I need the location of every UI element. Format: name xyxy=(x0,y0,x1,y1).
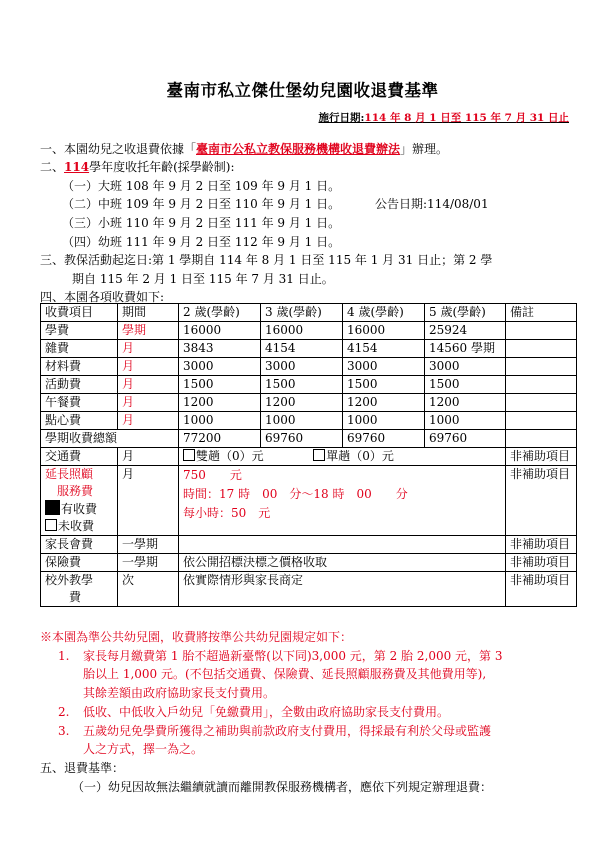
note-item-3-line-2: 人之方式，擇一為之。 xyxy=(83,742,204,756)
fee-item: 保險費 xyxy=(41,554,118,572)
note-item-1-num: 1. xyxy=(58,649,70,663)
section-3-line-1: 三、教保活動起迄日:第 1 學期自 114 年 8 月 1 日至 115 年 1 月 31 日止；第 2 學 xyxy=(40,253,493,267)
effective-date-label: 施行日期: xyxy=(318,112,365,124)
fee-desc xyxy=(179,536,506,554)
total-value: 69760 xyxy=(425,430,506,448)
fee-value: 3000 xyxy=(261,358,343,376)
section-1-law: 臺南市公私立教保服務機構收退費辦法 xyxy=(196,142,401,156)
note-item-3-line-1: 五歲幼兒免學費所獲得之補助與前款政府支付費用，得採最有利於父母或監護 xyxy=(83,724,492,738)
no-fee-label: 未收費 xyxy=(58,519,95,533)
total-label: 學期收費總額 xyxy=(41,430,179,448)
transport-options xyxy=(179,448,506,466)
fee-value: 3000 xyxy=(343,358,425,376)
section-1 xyxy=(40,141,448,157)
field-trip-item xyxy=(41,572,118,607)
field-trip-label-1: 校外教學 xyxy=(45,573,94,587)
extended-care-label-2: 服務費 xyxy=(57,484,94,498)
fee-period: 月 xyxy=(118,412,179,430)
fee-period: 學期 xyxy=(118,322,179,340)
fee-note: 非補助項目 xyxy=(506,536,577,554)
note-item-1-line-2: 胎以上 1,000 元。(不包括交通費、保險費、延長照顧服務費及其他費用等), xyxy=(83,667,487,681)
fee-value: 3843 xyxy=(179,340,261,358)
effective-date xyxy=(319,110,569,125)
fee-period: 月 xyxy=(118,466,179,536)
note-item-3-num: 3. xyxy=(58,724,70,738)
section-2-year: 114 xyxy=(64,160,90,174)
fee-value: 16000 xyxy=(343,322,425,340)
fee-note xyxy=(506,340,577,358)
table-header-row xyxy=(41,304,577,322)
fee-value: 1500 xyxy=(343,376,425,394)
fee-note xyxy=(506,358,577,376)
fee-value: 1000 xyxy=(425,412,506,430)
header-cell: 備註 xyxy=(506,304,577,322)
fee-value: 3000 xyxy=(179,358,261,376)
section-2-suffix: 學年度收托年齡(採學齡制): xyxy=(89,160,235,174)
table-row xyxy=(41,394,577,412)
fee-item: 材料費 xyxy=(41,358,118,376)
age-item-1: （一）大班 108 年 9 月 2 日至 109 年 9 月 1 日。 xyxy=(62,179,341,193)
fee-note: 非補助項目 xyxy=(506,572,577,607)
fee-period: 一學期 xyxy=(118,536,179,554)
fee-period: 月 xyxy=(118,358,179,376)
fee-value: 16000 xyxy=(179,322,261,340)
table-row-field-trip xyxy=(41,572,577,607)
note-item-1-line-3: 其餘差額由政府協助家長支付費用。 xyxy=(83,686,276,700)
extended-care-amount: 750 元 xyxy=(183,468,242,482)
extended-care-hourly: 每小時：50 元 xyxy=(183,506,271,520)
note-item-2-line-1: 低收、中低收入戶幼兒「免繳費用」，全數由政府協助家長支付費用。 xyxy=(83,705,450,719)
announce-date: 公告日期:114/08/01 xyxy=(375,197,489,211)
fee-value: 1200 xyxy=(179,394,261,412)
field-trip-label-2: 費 xyxy=(69,590,82,604)
fee-period: 月 xyxy=(118,448,179,466)
extended-care-item xyxy=(41,466,118,536)
header-cell: 2 歲(學齡) xyxy=(179,304,261,322)
fee-value: 1200 xyxy=(261,394,343,412)
header-cell: 收費項目 xyxy=(41,304,118,322)
fee-note: 非補助項目 xyxy=(506,554,577,572)
fee-period: 月 xyxy=(118,394,179,412)
section-3-line-2: 期自 115 年 2 月 1 日至 115 年 7 月 31 日止。 xyxy=(72,272,334,286)
no-fee-checkbox[interactable] xyxy=(45,519,57,531)
two-way-checkbox[interactable] xyxy=(183,449,195,461)
fee-value: 3000 xyxy=(425,358,506,376)
fee-item: 午餐費 xyxy=(41,394,118,412)
fee-value: 16000 xyxy=(261,322,343,340)
one-way-checkbox[interactable] xyxy=(313,449,325,461)
fee-note: 非補助項目 xyxy=(506,466,577,536)
fee-value: 4154 xyxy=(261,340,343,358)
header-cell: 3 歲(學齡) xyxy=(261,304,343,322)
table-row-parents-assoc xyxy=(41,536,577,554)
fee-note xyxy=(506,376,577,394)
header-cell: 期間 xyxy=(118,304,179,322)
table-row xyxy=(41,322,577,340)
fee-value: 1500 xyxy=(261,376,343,394)
fee-value: 1000 xyxy=(179,412,261,430)
fee-item: 雜費 xyxy=(41,340,118,358)
has-fee-label: 有收費 xyxy=(61,502,98,516)
fee-period: 次 xyxy=(118,572,179,607)
age-item-2: （二）中班 109 年 9 月 2 日至 110 年 9 月 1 日。 xyxy=(62,197,341,211)
table-row xyxy=(41,412,577,430)
fee-value: 1200 xyxy=(425,394,506,412)
extended-care-detail xyxy=(179,466,506,536)
table-row xyxy=(41,376,577,394)
fee-value: 14560 學期 xyxy=(425,340,506,358)
fee-note xyxy=(506,322,577,340)
section-5-item-1: （一）幼兒因故無法繼續就讀而離開教保服務機構者，應依下列規定辦理退費： xyxy=(72,780,493,794)
table-row-insurance xyxy=(41,554,577,572)
fee-note: 非補助項目 xyxy=(506,448,577,466)
two-way-label: 雙趟（0）元 xyxy=(196,449,264,463)
note-item-1-line-1: 家長每月繳費第 1 胎不超過新臺幣(以下同)3,000 元，第 2 胎 2,000 元，第 3 xyxy=(83,649,503,663)
header-cell: 5 歲(學齡) xyxy=(425,304,506,322)
fee-value: 1000 xyxy=(261,412,343,430)
fee-item: 點心費 xyxy=(41,412,118,430)
section-4-title: 四、本園各項收費如下: xyxy=(40,290,165,304)
table-row-transport xyxy=(41,448,577,466)
fee-value: 1500 xyxy=(425,376,506,394)
table-row-extended-care xyxy=(41,466,577,536)
age-item-4: （四）幼班 111 年 9 月 2 日至 112 年 9 月 1 日。 xyxy=(62,235,341,249)
fee-value: 4154 xyxy=(343,340,425,358)
total-value: 69760 xyxy=(343,430,425,448)
total-value: 77200 xyxy=(179,430,261,448)
section-1-prefix: 一、本園幼兒之收退費依據「 xyxy=(40,142,197,156)
public-kindergarten-note: ※本園為準公共幼兒園，收費將按準公共幼兒園規定如下： xyxy=(40,630,353,644)
fee-table xyxy=(40,303,577,607)
section-2-prefix: 二、 xyxy=(40,160,65,174)
table-row-total xyxy=(41,430,577,448)
header-cell: 4 歲(學齡) xyxy=(343,304,425,322)
one-way-label: 單趟（0）元 xyxy=(326,449,394,463)
extended-care-time: 時間：17 時 00 分～18 時 00 分 xyxy=(183,487,408,501)
fee-value: 25924 xyxy=(425,322,506,340)
fee-item: 家長會費 xyxy=(41,536,118,554)
fee-period: 月 xyxy=(118,376,179,394)
section-1-suffix: 」辦理。 xyxy=(400,142,449,156)
fee-note xyxy=(506,412,577,430)
fee-item: 活動費 xyxy=(41,376,118,394)
fee-period: 一學期 xyxy=(118,554,179,572)
note-item-2-num: 2. xyxy=(58,705,70,719)
fee-item: 學費 xyxy=(41,322,118,340)
fee-value: 1200 xyxy=(343,394,425,412)
fee-item: 交通費 xyxy=(41,448,118,466)
section-2-title xyxy=(40,159,235,175)
fee-value: 1500 xyxy=(179,376,261,394)
effective-date-value: 114 年 8 月 1 日至 115 年 7 月 31 日止 xyxy=(364,112,569,124)
age-item-3: （三）小班 110 年 9 月 2 日至 111 年 9 月 1 日。 xyxy=(62,216,341,230)
fee-period: 月 xyxy=(118,340,179,358)
fee-note xyxy=(506,394,577,412)
has-fee-checkbox[interactable] xyxy=(45,500,60,515)
section-5-title: 五、退費基準： xyxy=(40,761,125,775)
table-row xyxy=(41,340,577,358)
table-row xyxy=(41,358,577,376)
fee-desc: 依公開招標決標之價格收取 xyxy=(179,554,506,572)
total-note xyxy=(506,430,577,448)
fee-value: 1000 xyxy=(343,412,425,430)
total-value: 69760 xyxy=(261,430,343,448)
fee-desc: 依實際情形與家長商定 xyxy=(179,572,506,607)
page-title: 臺南市私立傑仕堡幼兒園收退費基準 xyxy=(166,81,439,100)
extended-care-label-1: 延長照顧 xyxy=(45,467,94,481)
